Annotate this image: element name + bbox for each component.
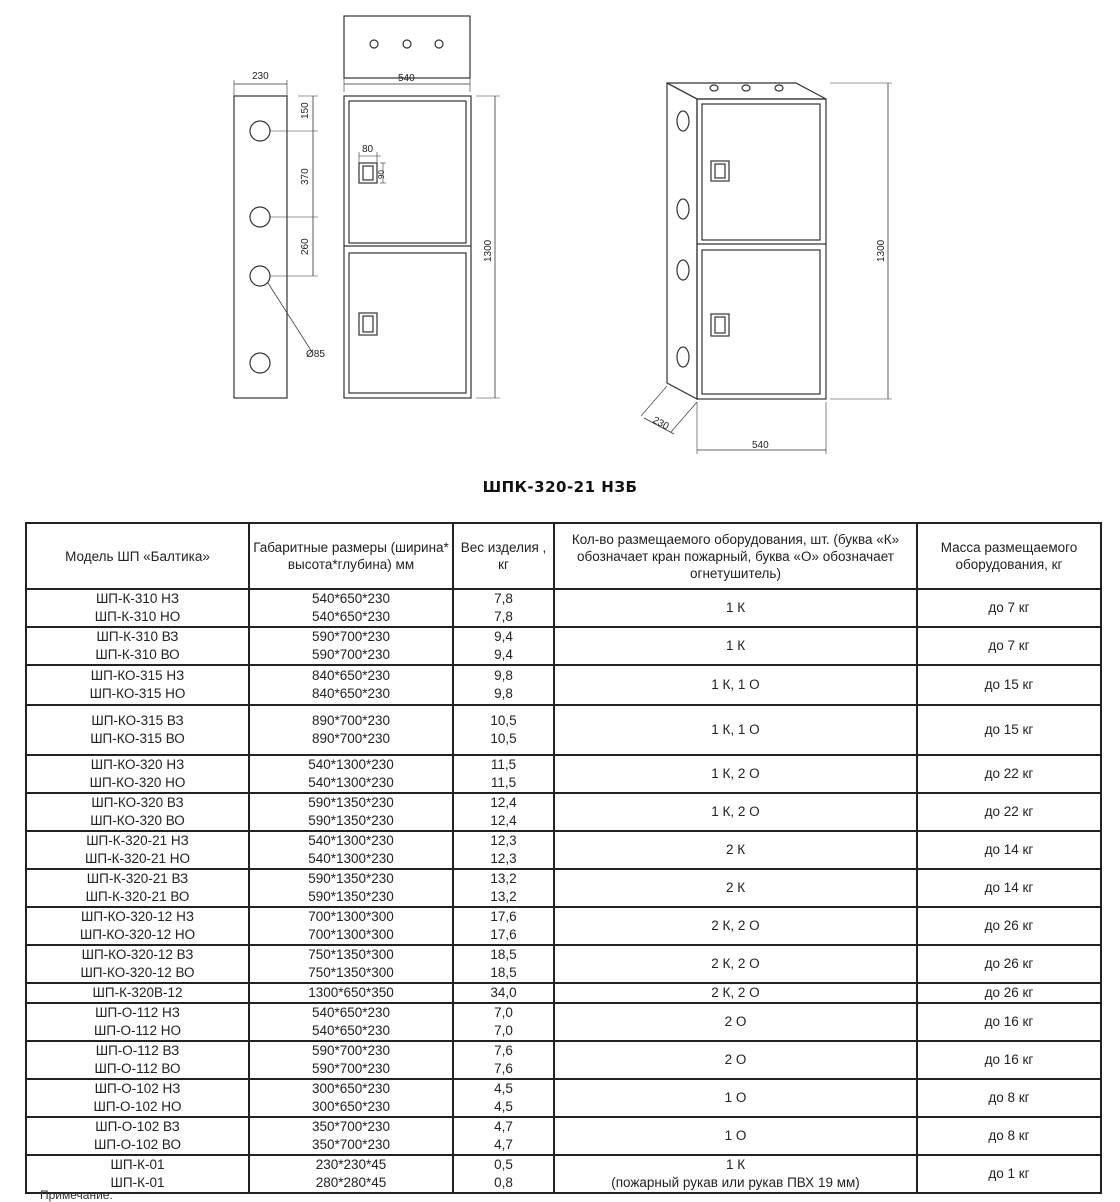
cell-mass: до 8 кг	[917, 1079, 1101, 1117]
side-dim-top: 150	[300, 102, 311, 119]
cell-model	[26, 1117, 249, 1155]
front-handle-w-label: 80	[362, 144, 374, 155]
cell-equipment-line: 1 К, 2 О	[711, 804, 760, 819]
cell-dimensions-line: 350*700*230	[311, 1137, 391, 1152]
cell-model-line: ШП-КО-320 ВЗ	[91, 795, 184, 810]
cell-mass: до 15 кг	[917, 705, 1101, 755]
cell-equipment-line: 2 О	[724, 1052, 747, 1067]
cell-dimensions-line: 540*650*230	[311, 1005, 391, 1020]
table-row	[26, 627, 1101, 665]
cell-dimensions-line: 540*650*230	[311, 609, 391, 624]
cell-weight-line: 9,4	[494, 629, 513, 644]
table-row	[26, 869, 1101, 907]
cell-dimensions	[249, 945, 453, 983]
cell-dimensions-line: 590*1350*230	[308, 871, 394, 886]
cell-model-line: ШП-КО-315 НЗ	[90, 668, 185, 683]
model-title: ШПК-320-21 НЗБ	[482, 478, 638, 496]
cell-model-line: ШП-КО-320 НЗ	[90, 757, 185, 772]
cell-model-line: ШП-К-01	[110, 1175, 165, 1190]
table-row	[26, 1155, 1101, 1193]
cell-equipment-line: 1 К, 1 О	[711, 677, 760, 692]
cell-dimensions-line: 890*700*230	[311, 731, 391, 746]
cell-model-line: ШП-О-112 ВО	[94, 1061, 181, 1076]
cell-dimensions	[249, 1079, 453, 1117]
cell-equipment	[554, 627, 917, 665]
cell-equipment-line: 2 К	[725, 880, 746, 895]
cell-equipment-line: 2 К, 2 О	[711, 956, 760, 971]
cell-weight	[453, 665, 554, 705]
cell-dimensions-line: 750*1350*300	[308, 947, 394, 962]
cell-dimensions-line: 280*280*45	[315, 1175, 387, 1190]
cell-mass: до 14 кг	[917, 869, 1101, 907]
cell-model	[26, 1041, 249, 1079]
iso-door-upper	[702, 104, 820, 240]
cell-weight-line: 0,8	[494, 1175, 513, 1190]
cell-equipment	[554, 907, 917, 945]
cell-model-line: ШП-О-112 НО	[93, 1023, 182, 1038]
cell-weight	[453, 1117, 554, 1155]
cell-dimensions	[249, 793, 453, 831]
cell-weight-line: 9,8	[494, 668, 513, 683]
cell-weight-line: 9,8	[494, 686, 513, 701]
cell-mass: до 26 кг	[917, 983, 1101, 1003]
cell-model-line: ШП-К-320-21 НЗ	[86, 833, 189, 848]
cell-weight-line: 11,5	[490, 775, 517, 790]
technical-drawing	[0, 0, 1120, 470]
cell-weight	[453, 705, 554, 755]
table-row	[26, 755, 1101, 793]
iso-side-hole-2	[677, 199, 689, 219]
cell-equipment-line: 1 К, 1 О	[711, 722, 760, 737]
side-hole-3	[250, 266, 270, 286]
cell-model	[26, 831, 249, 869]
iso-side-hole-4	[677, 347, 689, 367]
cell-dimensions	[249, 755, 453, 793]
table-row	[26, 1041, 1101, 1079]
cell-model	[26, 755, 249, 793]
cell-equipment-line: 1 К	[725, 600, 746, 615]
front-width-label: 540	[398, 73, 415, 84]
cell-dimensions	[249, 983, 453, 1003]
cell-model-line: ШП-К-320-21 НО	[85, 851, 190, 866]
cell-dimensions-line: 590*700*230	[311, 1043, 391, 1058]
cell-model	[26, 907, 249, 945]
side-width-label: 230	[252, 71, 269, 82]
cell-model-line: ШП-КО-320 НО	[89, 775, 186, 790]
top-hole-2	[403, 40, 411, 48]
cell-dimensions	[249, 589, 453, 627]
cell-weight	[453, 831, 554, 869]
cell-weight-line: 17,6	[490, 909, 517, 924]
cell-dimensions-line: 230*230*45	[315, 1157, 387, 1172]
cell-weight	[453, 589, 554, 627]
table-row	[26, 983, 1101, 1003]
cell-weight-line: 13,2	[490, 871, 517, 886]
side-hole-label: Ø85	[306, 349, 325, 360]
cell-equipment-line: (пожарный рукав или рукав ПВХ 19 мм)	[611, 1175, 860, 1190]
cell-dimensions	[249, 831, 453, 869]
cell-model	[26, 627, 249, 665]
cell-weight-line: 7,0	[494, 1005, 513, 1020]
cell-weight-line: 0,5	[494, 1157, 513, 1172]
cell-equipment	[554, 945, 917, 983]
cell-weight-line: 4,7	[494, 1137, 513, 1152]
cell-dimensions	[249, 869, 453, 907]
table-row	[26, 793, 1101, 831]
cell-weight	[453, 1041, 554, 1079]
cell-dimensions-line: 590*1350*230	[308, 795, 394, 810]
top-view-panel	[344, 16, 470, 78]
cell-weight-line: 10,5	[490, 713, 517, 728]
cell-weight-line: 7,8	[494, 609, 513, 624]
iso-width-label: 540	[752, 440, 769, 451]
cell-model-line: ШП-К-310 НЗ	[95, 591, 180, 606]
cell-equipment-line: 1 О	[724, 1128, 747, 1143]
front-door-lower	[349, 253, 466, 393]
cell-weight-line: 4,5	[494, 1081, 513, 1096]
cell-weight	[453, 793, 554, 831]
side-dim-mid: 370	[300, 168, 311, 185]
cell-dimensions-line: 300*650*230	[311, 1081, 391, 1096]
cell-model	[26, 983, 249, 1003]
cell-equipment	[554, 1155, 917, 1193]
table-body	[26, 589, 1101, 1193]
iso-front-face	[697, 99, 826, 399]
cell-model-line: ШП-О-102 НО	[93, 1099, 182, 1114]
cell-weight	[453, 755, 554, 793]
header-model: Модель ШП «Балтика»	[26, 523, 249, 589]
cell-dimensions	[249, 1003, 453, 1041]
cell-weight	[453, 1079, 554, 1117]
cell-dimensions-line: 840*650*230	[311, 686, 391, 701]
iso-side-hole-3	[677, 260, 689, 280]
table-row	[26, 907, 1101, 945]
cell-model-line: ШП-КО-315 ВО	[90, 731, 185, 746]
cell-weight-line: 18,5	[490, 965, 517, 980]
cell-mass: до 8 кг	[917, 1117, 1101, 1155]
cell-equipment	[554, 589, 917, 627]
footnote: Примечание:	[40, 1188, 113, 1202]
cell-equipment-line: 2 О	[724, 1014, 747, 1029]
cell-equipment	[554, 793, 917, 831]
cell-model-line: ШП-К-320-21 ВО	[85, 889, 190, 904]
cell-mass: до 16 кг	[917, 1041, 1101, 1079]
cell-equipment-line: 1 О	[724, 1090, 747, 1105]
spec-table	[25, 522, 1102, 1194]
iso-depth-label: 230	[650, 414, 671, 433]
cell-weight	[453, 1003, 554, 1041]
cell-model-line: ШП-К-310 ВО	[95, 647, 180, 662]
top-hole-3	[435, 40, 443, 48]
cell-weight-line: 11,5	[490, 757, 517, 772]
header-weight: Вес изделия , кг	[453, 523, 554, 589]
cell-mass: до 1 кг	[917, 1155, 1101, 1193]
cell-mass: до 16 кг	[917, 1003, 1101, 1041]
table-row	[26, 945, 1101, 983]
cell-equipment	[554, 705, 917, 755]
cell-model-line: ШП-О-102 ВЗ	[95, 1119, 180, 1134]
cell-model	[26, 589, 249, 627]
cell-equipment	[554, 869, 917, 907]
cell-mass: до 7 кг	[917, 589, 1101, 627]
table-row	[26, 665, 1101, 705]
cell-equipment-line: 1 К	[725, 1157, 746, 1172]
cell-dimensions-line: 700*1300*300	[308, 927, 394, 942]
front-height-label: 1300	[483, 239, 494, 262]
cell-equipment	[554, 1041, 917, 1079]
cell-equipment	[554, 665, 917, 705]
header-mass: Масса размещаемого оборудования, кг	[917, 523, 1101, 589]
cell-model-line: ШП-К-320-21 ВЗ	[86, 871, 189, 886]
cell-dimensions-line: 540*1300*230	[308, 757, 394, 772]
cell-dimensions-line: 540*650*230	[311, 1023, 391, 1038]
cell-dimensions-line: 590*700*230	[311, 629, 391, 644]
cell-model-line: ШП-К-01	[110, 1157, 165, 1172]
cell-dimensions-line: 540*1300*230	[308, 851, 394, 866]
cell-dimensions-line: 350*700*230	[311, 1119, 391, 1134]
side-hole-4	[250, 353, 270, 373]
cell-dimensions-line: 1300*650*350	[308, 985, 394, 1000]
cell-mass: до 26 кг	[917, 907, 1101, 945]
cell-weight	[453, 983, 554, 1003]
cell-model-line: ШП-О-112 НЗ	[95, 1005, 180, 1020]
front-cabinet-outer	[344, 96, 471, 398]
cell-model	[26, 1003, 249, 1041]
cell-model-line: ШП-КО-320-12 ВО	[80, 965, 195, 980]
cell-model-line: ШП-КО-320-12 ВЗ	[81, 947, 194, 962]
cell-equipment-line: 2 К, 2 О	[711, 918, 760, 933]
table-row	[26, 831, 1101, 869]
cell-weight-line: 34,0	[490, 985, 517, 1000]
cell-weight-line: 7,6	[494, 1043, 513, 1058]
iso-height-label: 1300	[876, 239, 887, 262]
cell-model-line: ШП-К-320В-12	[92, 985, 183, 1000]
cell-equipment-line: 1 К	[725, 638, 746, 653]
cell-equipment-line: 2 К	[725, 842, 746, 857]
cell-equipment	[554, 1003, 917, 1041]
cell-weight-line: 12,4	[490, 795, 517, 810]
cell-mass: до 7 кг	[917, 627, 1101, 665]
cell-model-line: ШП-КО-315 ВЗ	[91, 713, 184, 728]
cell-equipment	[554, 755, 917, 793]
cell-dimensions-line: 890*700*230	[311, 713, 391, 728]
cell-dimensions	[249, 1041, 453, 1079]
cell-weight-line: 9,4	[494, 647, 513, 662]
cell-dimensions-line: 840*650*230	[311, 668, 391, 683]
cell-model-line: ШП-О-112 ВЗ	[95, 1043, 180, 1058]
cell-model	[26, 869, 249, 907]
table-row	[26, 1003, 1101, 1041]
side-hole-2	[250, 207, 270, 227]
cell-weight-line: 12,3	[490, 833, 517, 848]
cell-dimensions	[249, 1155, 453, 1193]
cell-weight-line: 4,7	[494, 1119, 513, 1134]
cell-weight-line: 7,8	[494, 591, 513, 606]
cell-weight	[453, 945, 554, 983]
cell-model-line: ШП-КО-320-12 НЗ	[81, 909, 194, 924]
cell-dimensions-line: 300*650*230	[311, 1099, 391, 1114]
cell-mass: до 15 кг	[917, 665, 1101, 705]
cell-model-line: ШП-КО-315 НО	[89, 686, 186, 701]
header-equipment: Кол-во размещаемого оборудования, шт. (буква «К» обозначает кран пожарный, буква «О» обозначает огнетушитель)	[554, 523, 917, 589]
cell-dimensions-line: 590*1350*230	[308, 889, 394, 904]
cell-model-line: ШП-О-102 ВО	[94, 1137, 181, 1152]
cell-equipment-line: 1 К, 2 О	[711, 766, 760, 781]
side-hole-1	[250, 121, 270, 141]
cell-model-line: ШП-К-310 ВЗ	[96, 629, 179, 644]
cell-weight-line: 7,0	[494, 1023, 513, 1038]
cell-equipment	[554, 1079, 917, 1117]
cell-weight-line: 12,3	[490, 851, 517, 866]
cell-weight-line: 10,5	[490, 731, 517, 746]
cell-weight	[453, 869, 554, 907]
table-row	[26, 589, 1101, 627]
cell-dimensions	[249, 705, 453, 755]
cell-dimensions-line: 590*700*230	[311, 1061, 391, 1076]
cell-model-line: ШП-КО-320 ВО	[90, 813, 185, 828]
front-handle-h-label: 90	[377, 170, 386, 179]
cell-model-line: ШП-К-310 НО	[94, 609, 181, 624]
cell-weight-line: 4,5	[494, 1099, 513, 1114]
table-row	[26, 1079, 1101, 1117]
cell-dimensions-line: 590*1350*230	[308, 813, 394, 828]
cell-mass: до 22 кг	[917, 793, 1101, 831]
cell-weight	[453, 907, 554, 945]
cell-weight-line: 12,4	[490, 813, 517, 828]
cell-weight-line: 17,6	[490, 927, 517, 942]
cell-model	[26, 665, 249, 705]
cell-model-line: ШП-О-102 НЗ	[94, 1081, 181, 1096]
cell-dimensions-line: 540*1300*230	[308, 775, 394, 790]
cell-weight-line: 18,5	[490, 947, 517, 962]
header-dimensions: Габаритные размеры (ширина* высота*глубина) мм	[249, 523, 453, 589]
table-row	[26, 1117, 1101, 1155]
cell-equipment	[554, 831, 917, 869]
cell-dimensions	[249, 907, 453, 945]
cell-model	[26, 945, 249, 983]
cell-weight	[453, 627, 554, 665]
front-door-upper	[349, 101, 466, 243]
cell-weight-line: 7,6	[494, 1061, 513, 1076]
cell-equipment-line: 2 К, 2 О	[711, 985, 760, 1000]
cell-model	[26, 1079, 249, 1117]
table-row	[26, 705, 1101, 755]
iso-side-hole-1	[677, 111, 689, 131]
cell-dimensions	[249, 665, 453, 705]
cell-dimensions-line: 750*1350*300	[308, 965, 394, 980]
cell-model	[26, 705, 249, 755]
cell-equipment	[554, 983, 917, 1003]
cell-dimensions-line: 540*650*230	[311, 591, 391, 606]
cell-weight-line: 13,2	[490, 889, 517, 904]
cell-dimensions	[249, 1117, 453, 1155]
cell-equipment	[554, 1117, 917, 1155]
cell-dimensions-line: 590*700*230	[311, 647, 391, 662]
cell-mass: до 22 кг	[917, 755, 1101, 793]
table-header-row	[26, 523, 1101, 589]
cell-model-line: ШП-КО-320-12 НО	[79, 927, 196, 942]
cell-model	[26, 793, 249, 831]
cell-mass: до 14 кг	[917, 831, 1101, 869]
top-hole-1	[370, 40, 378, 48]
side-dim-low: 260	[300, 238, 311, 255]
cell-weight	[453, 1155, 554, 1193]
cell-dimensions	[249, 627, 453, 665]
iso-door-lower	[702, 250, 820, 394]
cell-dimensions-line: 700*1300*300	[308, 909, 394, 924]
cell-mass: до 26 кг	[917, 945, 1101, 983]
cell-dimensions-line: 540*1300*230	[308, 833, 394, 848]
